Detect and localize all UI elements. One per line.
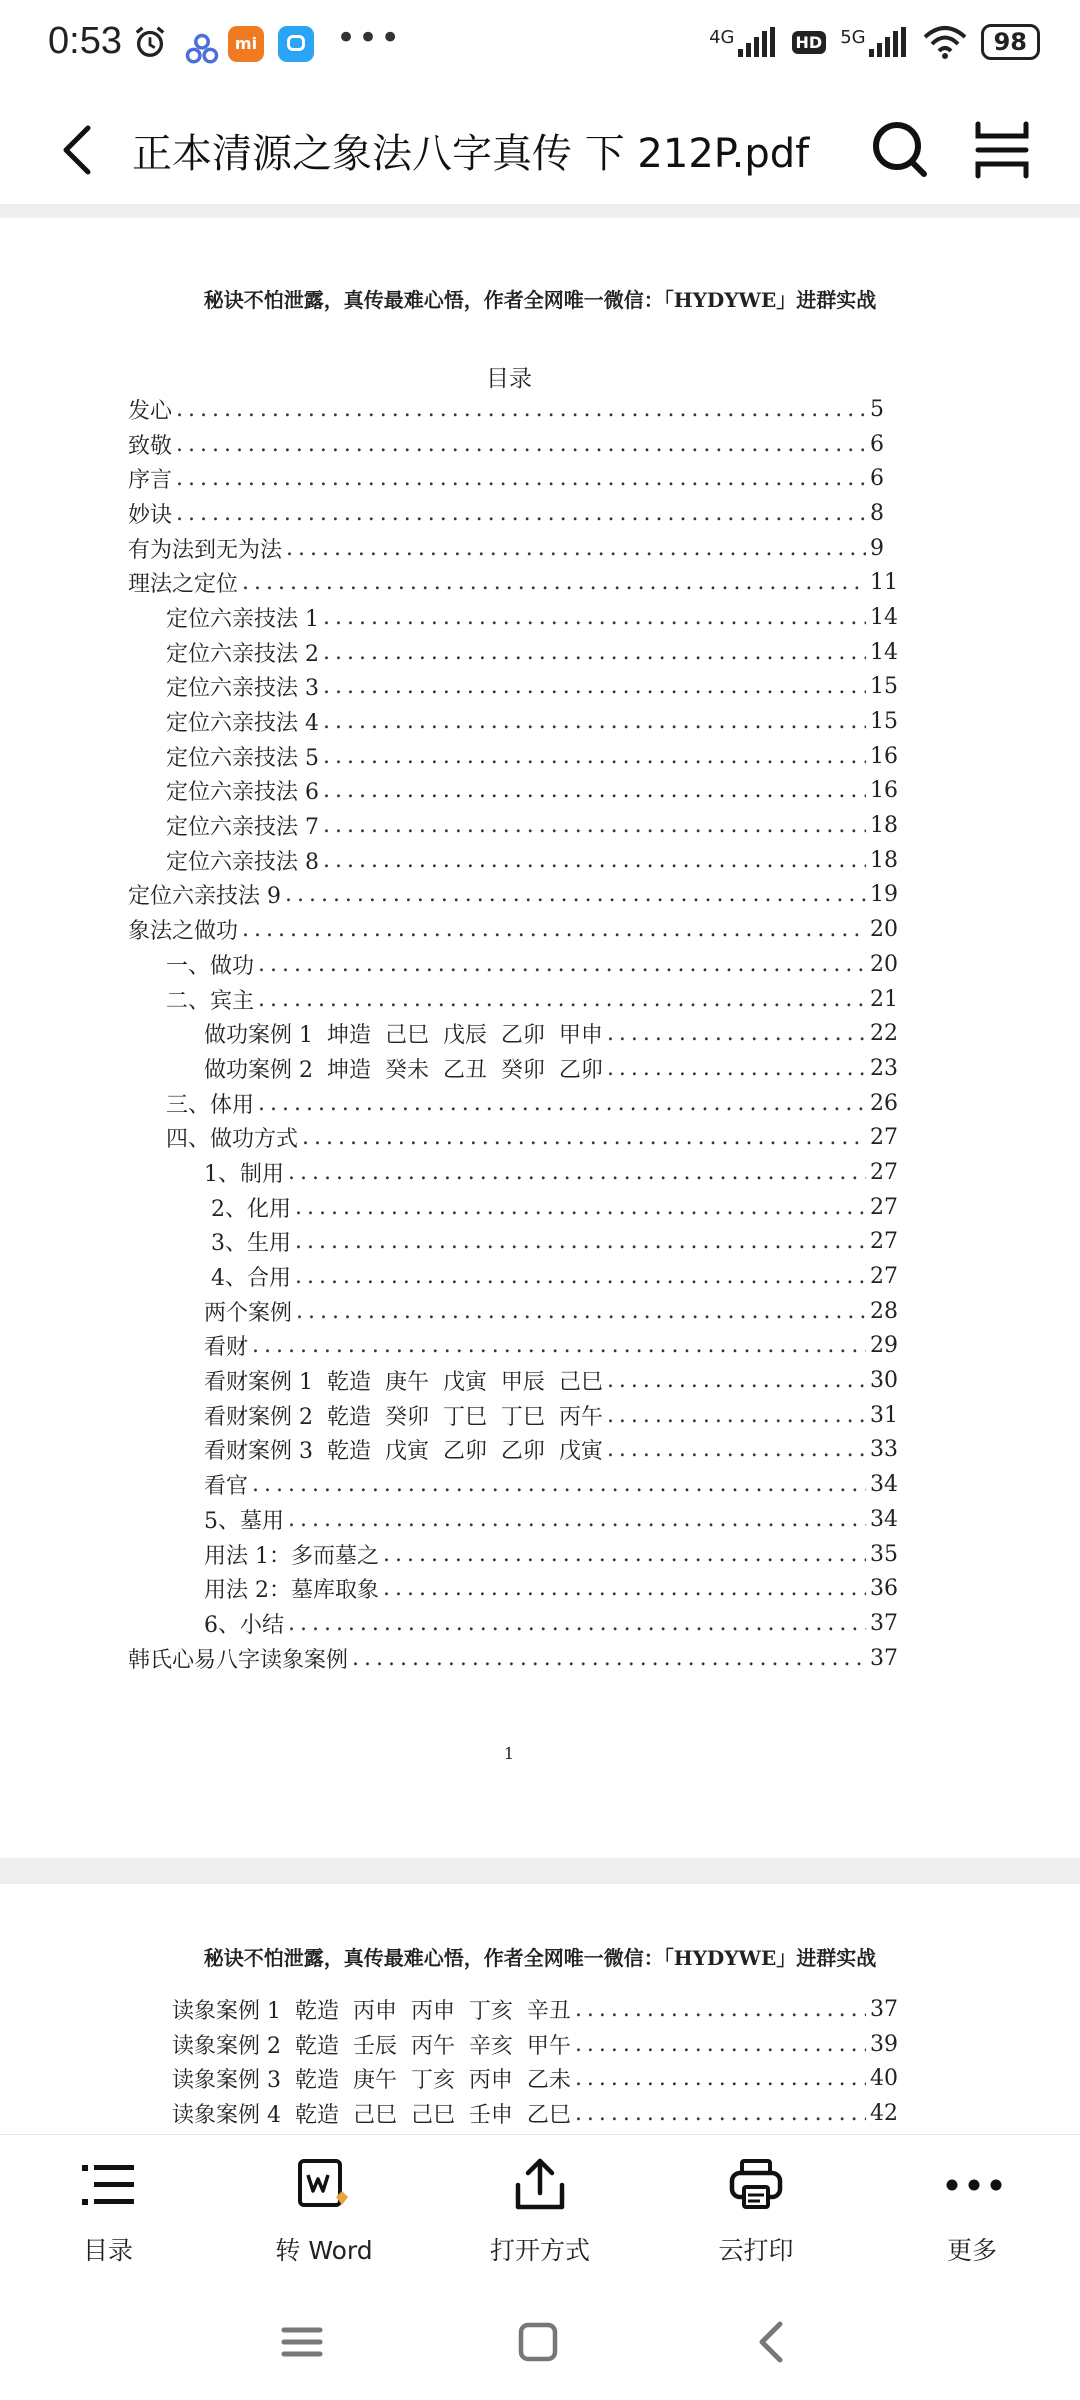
toc-entry[interactable] [0, 878, 900, 913]
toc-entry[interactable] [0, 912, 900, 947]
toc-entry-label: 读象案例 1 乾造 丙申 丙申 丁亥 辛丑 [172, 1998, 571, 2024]
toc-entry[interactable] [0, 704, 900, 739]
more-icon [944, 2157, 1004, 2213]
printer-icon [728, 2157, 784, 2213]
toc-leader-dots [295, 1195, 866, 1220]
reader-menu-icon[interactable] [970, 118, 1034, 182]
toc-entry[interactable] [0, 1992, 900, 2027]
toc-entry-page: 19 [870, 882, 898, 908]
toc-leader-dots [323, 674, 866, 699]
home-icon[interactable] [508, 2312, 568, 2372]
toc-leader-dots [295, 1264, 866, 1289]
signal-5g [840, 27, 908, 57]
toc-entry-page: 15 [870, 674, 898, 700]
toolbar-open-with-label: 打开方式 [489, 2236, 590, 2265]
toc-entry[interactable] [0, 392, 900, 427]
toc-entry-label: 定位六亲技法 9 [128, 884, 281, 910]
toc-leader-dots [575, 1997, 866, 2022]
toc-leader-dots [302, 1125, 866, 1150]
toc-entry-label: 用法 2：墓库取象 [204, 1578, 379, 1604]
toc-entry[interactable] [0, 1294, 900, 1329]
toc-entry-label: 一、做功 [166, 953, 255, 979]
toc-entry-page: 42 [870, 2100, 898, 2126]
share-icon [512, 2157, 568, 2213]
toc-entry-page: 23 [870, 1055, 898, 1081]
toc-entry-label: 6、小结 [204, 1612, 284, 1638]
toc-entry-page: 21 [870, 986, 898, 1012]
toc-entry[interactable] [0, 427, 900, 462]
toc-entry[interactable] [0, 635, 900, 670]
toc-leader-dots [288, 1611, 866, 1636]
toc-entry[interactable] [0, 2027, 900, 2062]
toc-leader-dots [383, 1576, 866, 1601]
toc-leader-dots [252, 1472, 866, 1497]
toc-entry-page: 11 [870, 570, 898, 596]
toc-list [0, 392, 1080, 1675]
toc-entry[interactable] [0, 461, 900, 496]
toc-entry-page: 9 [870, 535, 884, 561]
toc-entry-label: 定位六亲技法 7 [166, 815, 319, 841]
toc-entry-label: 1、制用 [204, 1161, 284, 1187]
toc-entry-page: 6 [870, 431, 884, 457]
toc-entry-label: 用法 1：多而墓之 [204, 1543, 379, 1569]
toc-entry[interactable] [0, 2061, 900, 2096]
toc-leader-dots [323, 709, 866, 734]
toc-leader-dots [176, 501, 866, 526]
toc-entry-label: 理法之定位 [128, 572, 239, 598]
signal-4g-label: 4G [709, 27, 735, 48]
toc-entry-label: 看财案例 1 乾造 庚午 戊寅 甲辰 己巳 [204, 1370, 603, 1396]
toolbar-to-word-label: 转 Word [275, 2236, 373, 2265]
toc-leader-dots [176, 466, 866, 491]
toc-leader-dots [575, 2032, 866, 2057]
toc-entry-page: 15 [870, 709, 898, 735]
page-header: 秘诀不怕泄露，真传最难心悟，作者全网唯一微信：「HYDYWE」进群实战 [203, 288, 877, 312]
toc-entry[interactable] [0, 565, 900, 600]
toc-entry[interactable] [0, 739, 900, 774]
toc-entry-page: 22 [870, 1021, 898, 1047]
bottom-toolbar [0, 2134, 1080, 2285]
toc-list-2 [0, 1992, 1080, 2131]
pdf-page-2 [0, 1884, 1080, 2134]
toolbar-cloud-print-button[interactable] [648, 2135, 864, 2285]
toc-entry-label: 读象案例 4 乾造 己巳 己巳 壬申 乙巳 [172, 2102, 571, 2128]
page-header-2: 秘诀不怕泄露，真传最难心悟，作者全网唯一微信：「HYDYWE」进群实战 [203, 1946, 877, 1970]
status-right [709, 24, 1040, 60]
toc-entry-page: 35 [870, 1541, 898, 1567]
toc-entry[interactable] [0, 982, 900, 1017]
toc-entry-label: 二、宾主 [166, 988, 255, 1014]
hd-badge: HD [792, 31, 827, 54]
toc-entry[interactable] [0, 1086, 900, 1121]
signal-5g-icon [869, 27, 909, 57]
toc-entry-page: 30 [870, 1368, 898, 1394]
toc-entry[interactable] [0, 843, 900, 878]
toc-entry-page: 37 [870, 1610, 898, 1636]
toolbar-more-label: 更多 [946, 2236, 997, 2265]
toc-title: 目录 [486, 366, 532, 392]
toc-leader-dots [575, 2101, 866, 2126]
toolbar-open-with-button[interactable] [432, 2135, 648, 2285]
toc-entry-label: 看财案例 2 乾造 癸卯 丁巳 丁巳 丙午 [204, 1404, 603, 1430]
toolbar-toc-label: 目录 [82, 2236, 133, 2265]
toc-entry[interactable] [0, 531, 900, 566]
pdf-page-1 [0, 218, 1080, 1858]
toc-entry-page: 28 [870, 1298, 898, 1324]
toc-entry[interactable] [0, 1225, 900, 1260]
list-icon [80, 2157, 136, 2213]
toc-entry-page: 6 [870, 466, 884, 492]
toc-entry[interactable] [0, 1363, 900, 1398]
toc-entry-page: 16 [870, 743, 898, 769]
page-number: 1 [503, 1744, 515, 1763]
toc-leader-dots [352, 1646, 866, 1671]
toc-leader-dots [383, 1542, 866, 1567]
toc-leader-dots [288, 1507, 866, 1532]
toc-entry-page: 31 [870, 1402, 898, 1428]
toc-entry[interactable] [0, 670, 900, 705]
toc-entry-label: 看财案例 3 乾造 戊寅 乙卯 乙卯 戊寅 [204, 1439, 603, 1465]
toc-entry-label: 看财 [204, 1335, 249, 1361]
toc-entry-label: 定位六亲技法 2 [166, 641, 319, 667]
toc-entry-label: 3、生用 [204, 1231, 291, 1257]
toc-entry[interactable] [0, 600, 900, 635]
toc-entry-label: 两个案例 [204, 1300, 293, 1326]
toc-entry[interactable] [0, 1155, 900, 1190]
toc-leader-dots [242, 917, 866, 942]
toc-entry-label: 做功案例 2 坤造 癸未 乙丑 癸卯 乙卯 [204, 1057, 603, 1083]
toc-entry-page: 8 [870, 500, 884, 526]
wifi-icon [923, 25, 967, 59]
nav-back-icon[interactable] [742, 2312, 802, 2372]
toc-entry[interactable] [0, 496, 900, 531]
toc-leader-dots [176, 397, 866, 422]
toc-entry[interactable] [0, 1641, 900, 1676]
toolbar-to-word-button[interactable] [216, 2135, 432, 2285]
toc-entry-label: 定位六亲技法 1 [166, 606, 319, 632]
toc-entry-page: 27 [870, 1194, 898, 1220]
toc-leader-dots [288, 1160, 866, 1185]
toc-entry-label: 读象案例 3 乾造 庚午 丁亥 丙申 乙未 [172, 2068, 571, 2094]
document-title: 正本清源之象法八字真传 下 212P.pdf [132, 131, 810, 177]
toc-entry[interactable] [0, 1051, 900, 1086]
toc-entry[interactable] [0, 1502, 900, 1537]
toc-entry-page: 27 [870, 1264, 898, 1290]
toc-leader-dots [285, 882, 866, 907]
more-dots-icon: ••• [336, 18, 403, 58]
to-word-icon [296, 2157, 352, 2213]
toc-entry-page: 33 [870, 1437, 898, 1463]
pdf-viewer[interactable] [0, 204, 1080, 2134]
toc-entry-page: 37 [870, 1996, 898, 2022]
toc-entry[interactable] [0, 1433, 900, 1468]
toc-leader-dots [176, 432, 866, 457]
status-time: 0:53 [48, 20, 122, 62]
toc-entry-label: 韩氏心易八字读象案例 [128, 1647, 349, 1673]
toc-entry-page: 14 [870, 639, 898, 665]
toc-leader-dots [296, 1299, 866, 1324]
toc-entry[interactable] [0, 1329, 900, 1364]
toc-leader-dots [323, 640, 866, 665]
toc-entry-label: 做功案例 1 坤造 己巳 戊辰 乙卯 甲申 [204, 1023, 603, 1049]
back-button[interactable] [50, 118, 110, 182]
mi-app-icon: mi [228, 26, 264, 62]
toc-entry-label: 三、体用 [166, 1092, 255, 1118]
search-icon[interactable] [868, 116, 932, 184]
toc-leader-dots [286, 536, 866, 561]
toc-entry[interactable] [0, 1190, 900, 1225]
chat-app-icon [278, 26, 314, 62]
battery-icon: 98 [981, 24, 1040, 60]
toc-entry-page: 26 [870, 1090, 898, 1116]
toc-entry-label: 定位六亲技法 5 [166, 745, 319, 771]
toc-entry-page: 37 [870, 1645, 898, 1671]
toc-entry-label: 2、化用 [204, 1196, 291, 1222]
toc-leader-dots [323, 778, 866, 803]
toc-entry-label: 定位六亲技法 8 [166, 849, 319, 875]
alarm-icon [132, 24, 168, 60]
toc-entry[interactable] [0, 1398, 900, 1433]
toc-entry-page: 27 [870, 1159, 898, 1185]
toc-entry-page: 34 [870, 1506, 898, 1532]
toc-leader-dots [323, 605, 866, 630]
system-nav-bar [0, 2284, 1080, 2400]
toc-leader-dots [242, 570, 866, 595]
toc-leader-dots [607, 1368, 866, 1393]
toc-entry-page: 40 [870, 2066, 898, 2092]
toc-entry-label: 致敬 [128, 433, 173, 459]
toc-entry-page: 18 [870, 847, 898, 873]
signal-icon [738, 27, 778, 57]
cluster-icon [184, 32, 220, 68]
toc-entry-page: 39 [870, 2031, 898, 2057]
toc-leader-dots [575, 2066, 866, 2091]
toc-entry-page: 16 [870, 778, 898, 804]
toc-entry[interactable] [0, 1120, 900, 1155]
status-bar [0, 0, 1080, 96]
toc-leader-dots [323, 744, 866, 769]
toc-entry-label: 序言 [128, 468, 173, 494]
toc-entry[interactable] [0, 774, 900, 809]
toc-entry[interactable] [0, 2096, 900, 2131]
toc-entry[interactable] [0, 1467, 900, 1502]
toolbar-toc-button[interactable] [0, 2135, 216, 2285]
toc-leader-dots [607, 1056, 866, 1081]
toc-leader-dots [607, 1437, 866, 1462]
toc-entry-label: 定位六亲技法 4 [166, 711, 319, 737]
toc-entry-page: 20 [870, 951, 898, 977]
toc-entry-page: 27 [870, 1229, 898, 1255]
toc-entry-page: 14 [870, 604, 898, 630]
title-bar [0, 96, 1080, 204]
toc-leader-dots [607, 1403, 866, 1428]
toolbar-more-button[interactable] [864, 2135, 1080, 2285]
toc-leader-dots [323, 813, 866, 838]
recent-apps-icon[interactable] [272, 2312, 332, 2372]
toc-leader-dots [252, 1333, 866, 1358]
toc-entry[interactable] [0, 947, 900, 982]
toc-entry-label: 读象案例 2 乾造 壬辰 丙午 辛亥 甲午 [172, 2033, 571, 2059]
toc-entry[interactable] [0, 1016, 900, 1051]
toc-leader-dots [258, 987, 866, 1012]
toc-leader-dots [258, 952, 866, 977]
toc-leader-dots [323, 848, 866, 873]
signal-4g [709, 27, 777, 57]
toc-entry-label: 四、做功方式 [166, 1127, 299, 1153]
toc-entry-page: 36 [870, 1576, 898, 1602]
toc-entry[interactable] [0, 1606, 900, 1641]
toc-entry-page: 29 [870, 1333, 898, 1359]
toolbar-cloud-print-label: 云打印 [718, 2236, 794, 2265]
toc-entry[interactable] [0, 808, 900, 843]
toc-entry-label: 定位六亲技法 6 [166, 780, 319, 806]
toc-entry-page: 34 [870, 1472, 898, 1498]
toc-entry-label: 有为法到无为法 [128, 537, 283, 563]
toc-leader-dots [295, 1229, 866, 1254]
toc-entry[interactable] [0, 1537, 900, 1572]
toc-entry-label: 看官 [204, 1474, 249, 1500]
toc-entry-label: 定位六亲技法 3 [166, 676, 319, 702]
toc-entry-label: 发心 [128, 398, 173, 424]
signal-5g-label: 5G [840, 27, 866, 48]
toc-entry-page: 20 [870, 917, 898, 943]
toc-entry[interactable] [0, 1571, 900, 1606]
toc-entry-label: 象法之做功 [128, 919, 239, 945]
toc-entry-label: 5、墓用 [204, 1508, 284, 1534]
toc-entry-label: 妙诀 [128, 502, 173, 528]
toc-entry-page: 27 [870, 1125, 898, 1151]
toc-entry-label: 4、合用 [204, 1266, 291, 1292]
toc-leader-dots [607, 1021, 866, 1046]
toc-entry-page: 18 [870, 813, 898, 839]
toc-entry-page: 5 [870, 396, 884, 422]
toc-leader-dots [258, 1091, 866, 1116]
toc-entry[interactable] [0, 1259, 900, 1294]
